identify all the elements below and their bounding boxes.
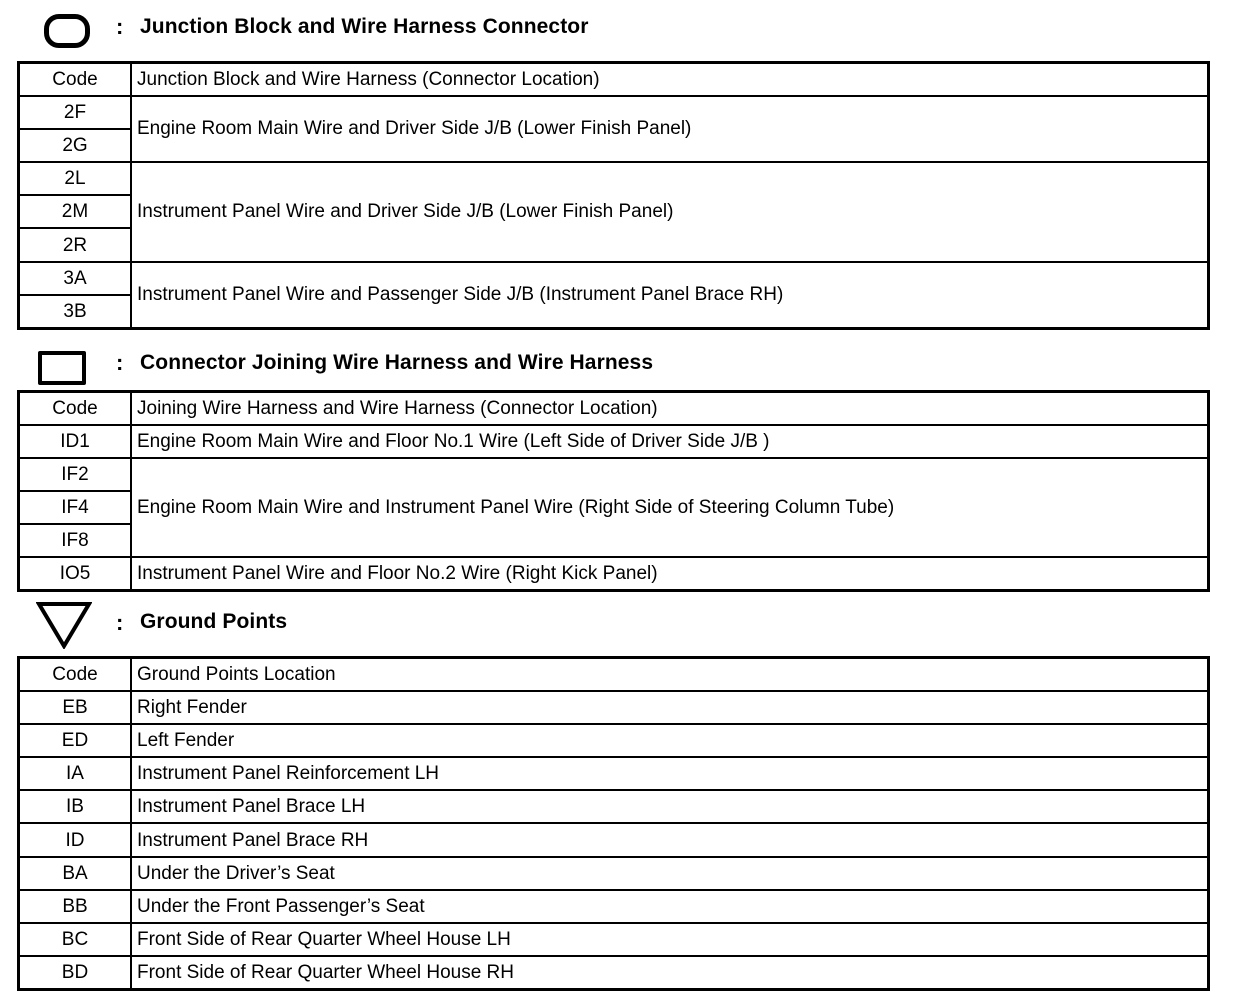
location-cell: Engine Room Main Wire and Driver Side J/B (Lower Finish Panel)	[131, 96, 1209, 162]
section-colon: :	[116, 350, 124, 375]
code-cell: EB	[19, 691, 132, 724]
table-row	[19, 425, 1209, 458]
connector-joining-table	[17, 390, 1210, 592]
table-header-row	[19, 658, 1209, 691]
code-cell: ID	[19, 823, 132, 856]
location-cell: Engine Room Main Wire and Instrument Panel Wire (Right Side of Steering Column Tube)	[131, 458, 1209, 558]
table-row	[19, 790, 1209, 823]
code-cell: IF2	[19, 458, 132, 491]
code-cell: BC	[19, 923, 132, 956]
junction-block-table	[17, 61, 1210, 330]
rounded-rectangle-icon	[44, 14, 90, 48]
location-header: Junction Block and Wire Harness (Connector Location)	[131, 63, 1209, 96]
code-cell: BA	[19, 857, 132, 890]
location-cell: Instrument Panel Wire and Floor No.2 Wire (Right Kick Panel)	[131, 557, 1209, 590]
code-cell: IA	[19, 757, 132, 790]
rectangle-icon	[38, 351, 86, 385]
table-row	[19, 890, 1209, 923]
code-cell: BD	[19, 956, 132, 989]
location-header: Joining Wire Harness and Wire Harness (Connector Location)	[131, 392, 1209, 425]
location-cell: Engine Room Main Wire and Floor No.1 Wire (Left Side of Driver Side J/B )	[131, 425, 1209, 458]
table-header-row	[19, 63, 1209, 96]
location-cell: Under the Driver’s Seat	[131, 857, 1209, 890]
code-header: Code	[19, 63, 132, 96]
location-cell: Front Side of Rear Quarter Wheel House RH	[131, 956, 1209, 989]
code-cell: ID1	[19, 425, 132, 458]
code-header: Code	[19, 392, 132, 425]
location-cell: Left Fender	[131, 724, 1209, 757]
ground-points-table	[17, 656, 1210, 991]
table-row	[19, 757, 1209, 790]
code-cell: ED	[19, 724, 132, 757]
code-header: Code	[19, 658, 132, 691]
table-row	[19, 857, 1209, 890]
location-cell: Front Side of Rear Quarter Wheel House LH	[131, 923, 1209, 956]
code-cell: 3A	[19, 262, 132, 295]
location-cell: Instrument Panel Brace RH	[131, 823, 1209, 856]
code-cell: IB	[19, 790, 132, 823]
code-cell: IO5	[19, 557, 132, 590]
location-cell: Instrument Panel Brace LH	[131, 790, 1209, 823]
section-colon: :	[116, 14, 124, 39]
location-cell: Instrument Panel Wire and Passenger Side J/B (Instrument Panel Brace RH)	[131, 262, 1209, 328]
code-cell: 2M	[19, 195, 132, 228]
code-cell: BB	[19, 890, 132, 923]
section-title-ground-points: Ground Points	[140, 610, 288, 633]
section-colon: :	[116, 610, 124, 635]
code-cell: 2G	[19, 129, 132, 162]
table-row	[19, 923, 1209, 956]
code-cell: 3B	[19, 295, 132, 328]
table-row	[19, 557, 1209, 590]
section-title-junction-block: Junction Block and Wire Harness Connector	[140, 15, 589, 38]
table-row	[19, 162, 1209, 195]
table-row	[19, 262, 1209, 295]
table-header-row	[19, 392, 1209, 425]
table-row	[19, 724, 1209, 757]
code-cell: IF4	[19, 491, 132, 524]
triangle-down-icon	[36, 601, 92, 649]
section-title-connector-joining: Connector Joining Wire Harness and Wire Harness	[140, 351, 654, 374]
code-cell: 2F	[19, 96, 132, 129]
location-header: Ground Points Location	[131, 658, 1209, 691]
location-cell: Instrument Panel Reinforcement LH	[131, 757, 1209, 790]
table-row	[19, 691, 1209, 724]
code-cell: IF8	[19, 524, 132, 557]
table-row	[19, 956, 1209, 989]
code-cell: 2L	[19, 162, 132, 195]
table-row	[19, 96, 1209, 129]
table-row	[19, 458, 1209, 491]
location-cell: Right Fender	[131, 691, 1209, 724]
location-cell: Under the Front Passenger’s Seat	[131, 890, 1209, 923]
location-cell: Instrument Panel Wire and Driver Side J/B (Lower Finish Panel)	[131, 162, 1209, 262]
table-row	[19, 823, 1209, 856]
code-cell: 2R	[19, 228, 132, 261]
